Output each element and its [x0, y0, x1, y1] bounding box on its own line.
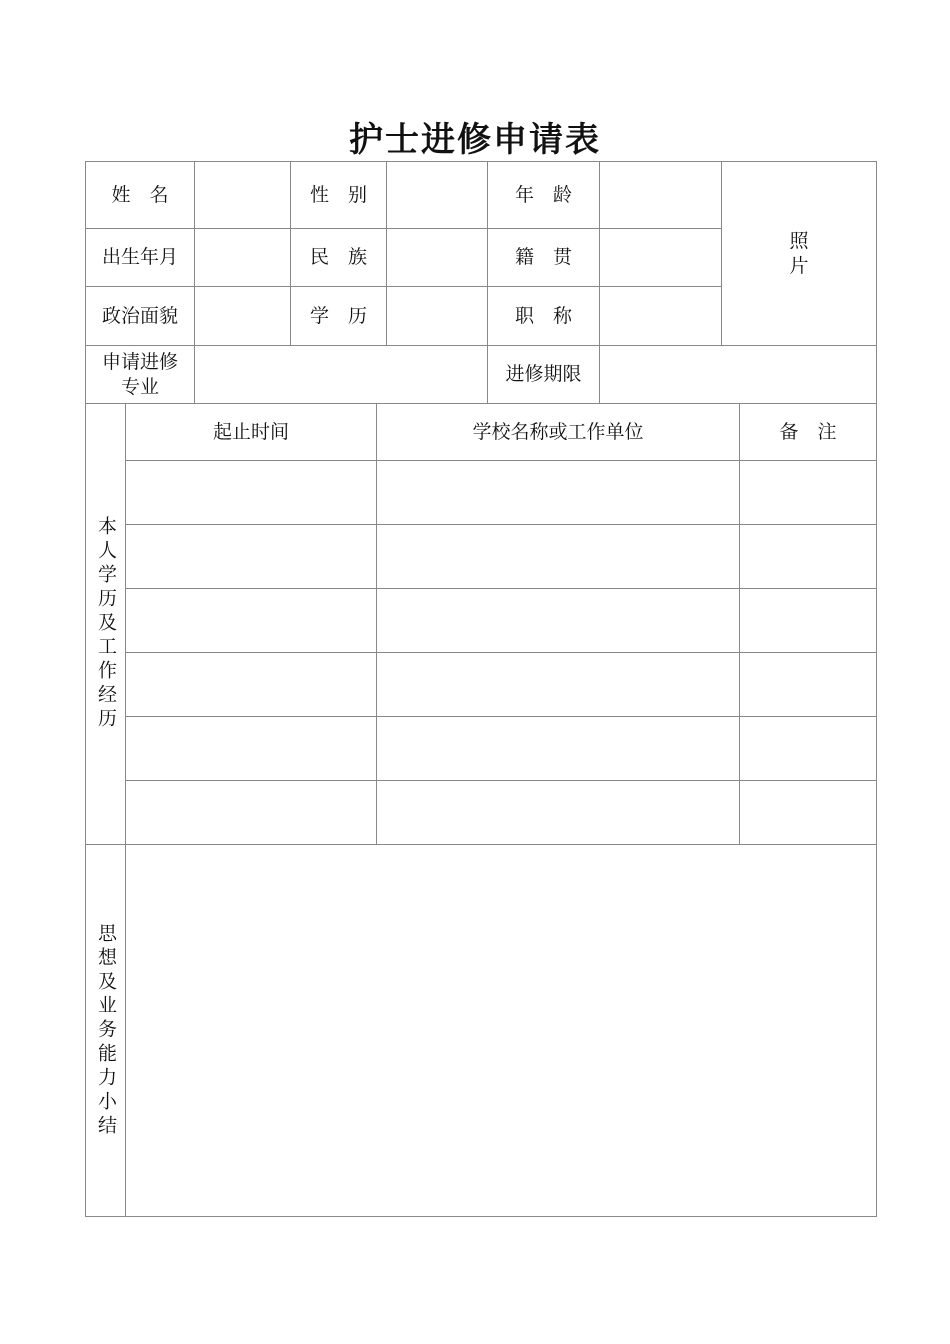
history-section-label-text: 本人学历及工作经历 — [95, 516, 117, 732]
history-row-2-remarks[interactable] — [740, 525, 876, 588]
history-row-1-time[interactable] — [126, 461, 376, 524]
gender-field[interactable] — [387, 162, 487, 228]
history-row-5-unit[interactable] — [377, 717, 739, 780]
history-row-1-unit[interactable] — [377, 461, 739, 524]
page-title: 护士进修申请表 — [349, 120, 601, 160]
history-row-3-time[interactable] — [126, 589, 376, 652]
label-major — [90, 346, 190, 403]
label-period: 进修期限 — [505, 363, 582, 386]
age-field[interactable] — [600, 162, 721, 228]
history-row-5-time[interactable] — [126, 717, 376, 780]
history-row-4-remarks[interactable] — [740, 653, 876, 716]
photo-box[interactable] — [722, 162, 876, 345]
label-birth: 出生年月 — [101, 246, 178, 269]
history-row-3-unit[interactable] — [377, 589, 739, 652]
col-header-remarks: 备 注 — [779, 420, 837, 443]
history-section-label — [86, 404, 125, 844]
label-native-place: 籍 贯 — [514, 246, 572, 269]
history-row-2-unit[interactable] — [377, 525, 739, 588]
label-photo: 照片 — [789, 229, 809, 277]
label-ethnicity: 民 族 — [309, 246, 367, 269]
history-row-6-unit[interactable] — [377, 781, 739, 844]
label-job-title: 职 称 — [514, 304, 572, 327]
label-education: 学 历 — [309, 304, 367, 327]
label-gender: 性 别 — [309, 183, 367, 206]
history-row-2-time[interactable] — [126, 525, 376, 588]
education-field[interactable] — [387, 287, 487, 345]
major-field[interactable] — [195, 346, 487, 403]
history-row-4-time[interactable] — [126, 653, 376, 716]
summary-section-label — [86, 845, 125, 1216]
history-row-6-time[interactable] — [126, 781, 376, 844]
summary-field[interactable] — [126, 845, 876, 1216]
label-name: 姓 名 — [111, 183, 169, 206]
label-age: 年 龄 — [514, 183, 572, 206]
name-field[interactable] — [195, 162, 290, 228]
col-header-time: 起止时间 — [212, 420, 289, 443]
col-header-unit: 学校名称或工作单位 — [472, 420, 644, 443]
period-field[interactable] — [600, 346, 876, 403]
history-row-3-remarks[interactable] — [740, 589, 876, 652]
native-place-field[interactable] — [600, 229, 721, 286]
label-major-text: 申请进修专业 — [101, 350, 178, 398]
job-title-field[interactable] — [600, 287, 721, 345]
political-status-field[interactable] — [195, 287, 290, 345]
history-row-5-remarks[interactable] — [740, 717, 876, 780]
ethnicity-field[interactable] — [387, 229, 487, 286]
birth-field[interactable] — [195, 229, 290, 286]
history-row-1-remarks[interactable] — [740, 461, 876, 524]
history-row-6-remarks[interactable] — [740, 781, 876, 844]
summary-section-label-text: 思想及业务能力小结 — [95, 922, 117, 1139]
history-row-4-unit[interactable] — [377, 653, 739, 716]
label-political-status: 政治面貌 — [101, 304, 178, 327]
